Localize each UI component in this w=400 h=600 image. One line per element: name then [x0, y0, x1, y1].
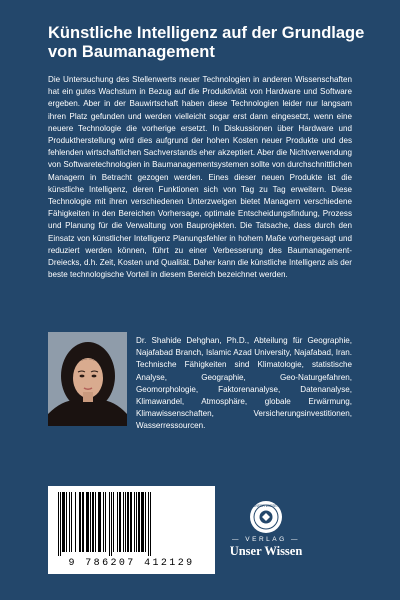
author-bio: Dr. Shahide Dehghan, Ph.D., Abteilung für Geographie, Najafabad Branch, Islamic Azad University, Najafabad, Iran. Technische Fähigkeiten sind Klimatologie, statistische Analyse, Geographie, Geo-Naturgefahren, Geomorphologie, Faktorenanalyse, Datenanalyse, Klimawandel, Atmosphäre, globale Erwärmung, Klimawissenschaften, Versicherungsinvestitionen, Wasserressourcen. [136, 336, 352, 431]
book-description: Die Untersuchung des Stellenwerts neuer Technologien in anderen Wissenschaften hat ein gutes Wachstum in Bezug auf die Produktivität von Hardware und Software ergeben. Aber in der Bauwirtschaft haben diese Technologien leider nur langsam ihren Platz gefunden und werden vielleicht sogar erst dann eingesetzt, wenn eine neuere Technologie die vorherige ersetzt. In Diskussionen über Hardware und Produktherstellung wird dies aufgrund der hohen Kosten neuer Produkte und des fehlenden wirtschaftlichen Sachverstands eher akzeptiert. Aber die Nichtverwendung von Softwaretechnologien in Baumanagementsystemen sollte von durchschnittlichen Managern in Betracht gezogen werden. Eines dieser neuen Produkte ist die künstliche Intelligenz, deren Funktionen sich von Tag zu Tag erweitern. Diese Technologie mit ihren verschiedenen Unterzweigen bietet Managern verschiedene Fähigkeiten in den Bereichen Vorhersage, optimale Entscheidungsfindung, Prozess und Planung für die Verwaltung von Bauprojekten. Die Tatsache, dass durch den Einsatz von künstlicher Intelligenz Planungsfehler in hohem Maße vorhergesagt und reduziert werden können, führt zu einer Verbesserung des Baumanagement-Dreiecks, d.h. Zeit, Kosten und Qualität. Daher kann die künstliche Intelligenz als der beste technologische Vorteil in diesem Bereich bezeichnet werden. [48, 75, 352, 280]
publisher-seal-icon [249, 500, 283, 534]
publisher-verlag-label: — VERLAG — [232, 536, 300, 543]
isbn-barcode [48, 486, 215, 574]
barcode-bars [56, 492, 207, 556]
author-photo [48, 332, 127, 426]
isbn-number: 9 786207 412129 [68, 558, 195, 569]
publisher-logo [220, 500, 312, 559]
publisher-seal-text: UNSER WISSEN [252, 504, 280, 508]
book-title: Künstliche Intelligenz auf der Grundlage von Baumanagement [48, 24, 365, 61]
publisher-name: Unser Wissen [229, 544, 303, 558]
